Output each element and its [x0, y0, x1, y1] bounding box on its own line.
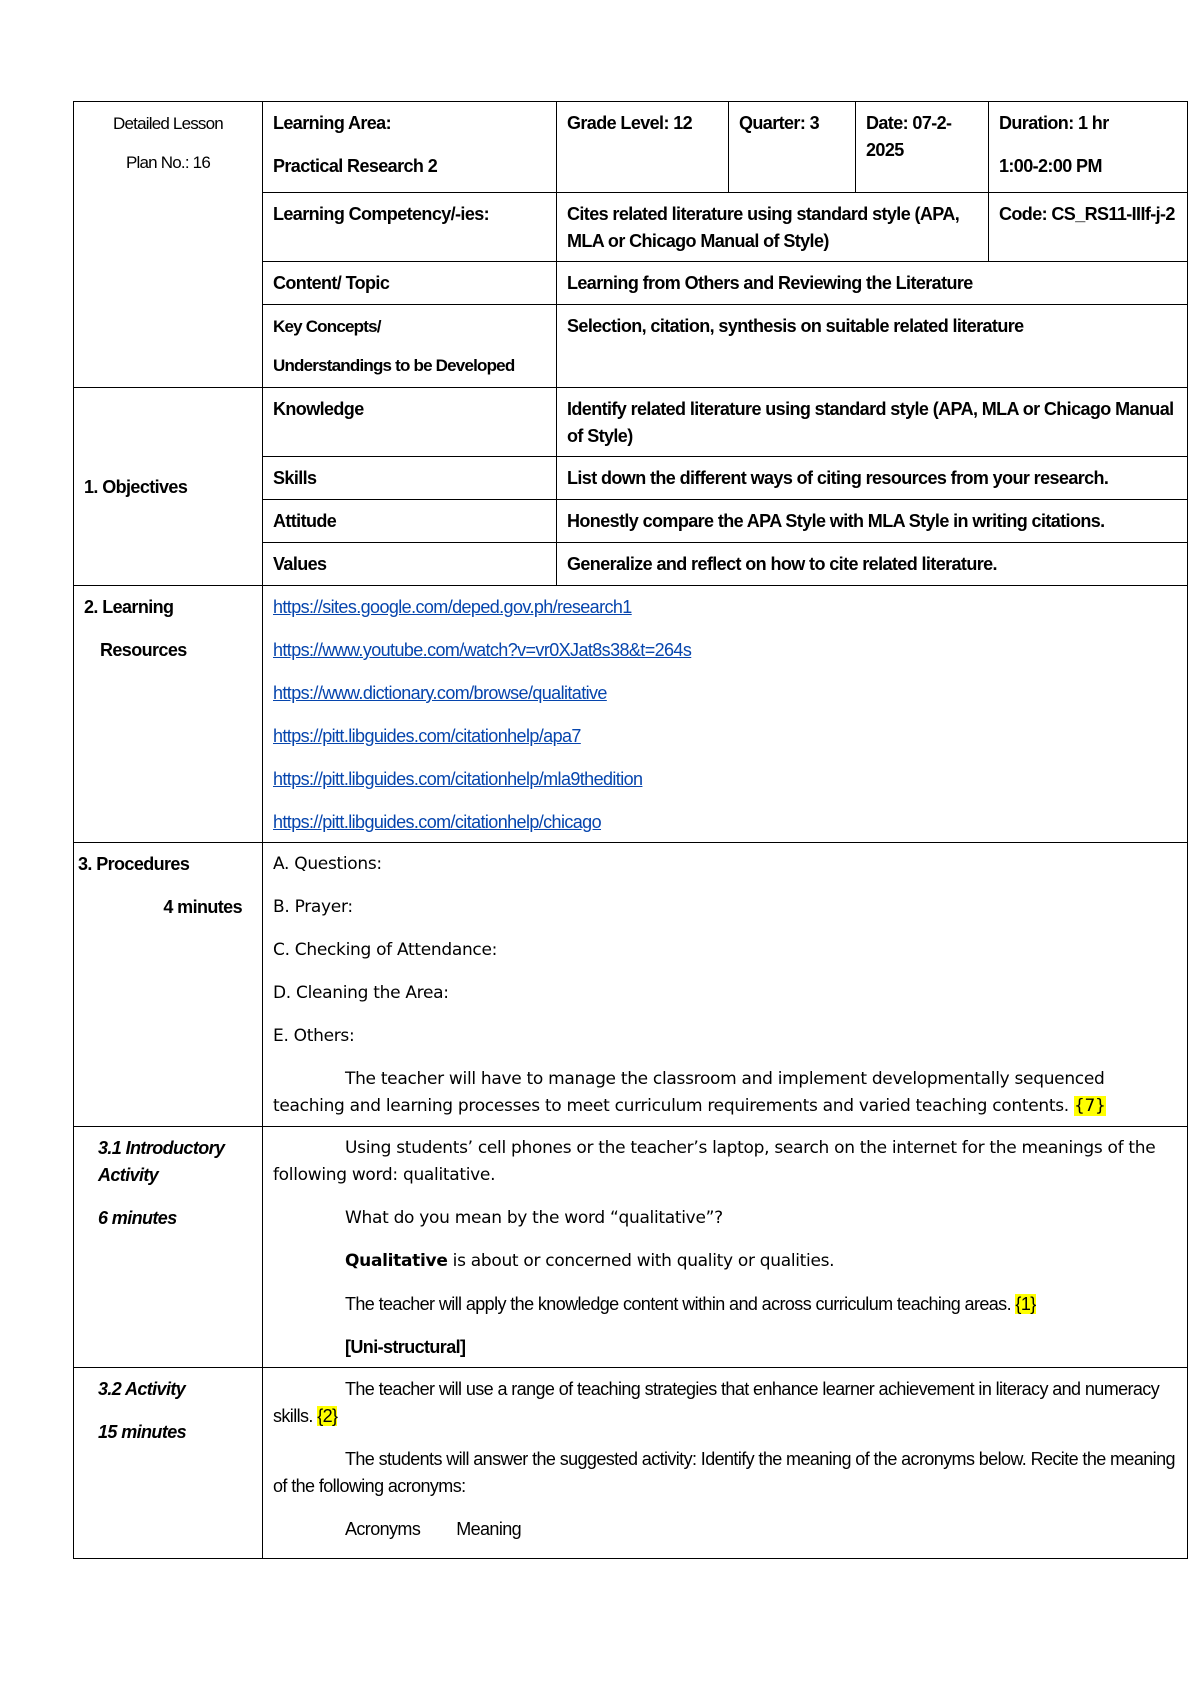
resources-links [263, 586, 1188, 843]
competency-code: Code: CS_RS11-IIIf-j-2 [989, 193, 1188, 262]
content-label: Content/ Topic [263, 262, 557, 305]
objective-label: Values [263, 543, 557, 586]
competency-value: Cites related literature using standard style (APA, MLA or Chicago Manual of Style) [557, 193, 989, 262]
procedures-title-cell [74, 843, 263, 1127]
learning-area-value: Practical Research 2 [273, 156, 438, 176]
date-cell [856, 102, 989, 193]
intro-title-cell [74, 1127, 263, 1368]
objective-label: Attitude [263, 500, 557, 543]
procedures-time: 4 minutes [163, 897, 242, 917]
activity-title: 3.2 Activity [98, 1379, 186, 1399]
objective-value: Identify related literature using standard style (APA, MLA or Chicago Manual of Style) [557, 388, 1188, 457]
key-concepts-label-line2: Understandings to be Developed [273, 356, 515, 375]
duration-cell [989, 102, 1188, 193]
activity-p1-tag: {2} [317, 1406, 338, 1426]
resource-link[interactable]: https://pitt.libguides.com/citationhelp/chicago [273, 812, 602, 832]
resource-link[interactable]: https://sites.google.com/deped.gov.ph/research1 [273, 597, 632, 617]
intro-row [74, 1127, 1188, 1368]
procedures-paragraph-text: The teacher will have to manage the classroom and implement developmentally sequenced teaching and learning processes to meet curriculum requirements and varied teaching contents. [273, 1069, 1105, 1116]
procedures-paragraph [273, 1066, 1177, 1120]
procedures-content [263, 843, 1188, 1127]
learning-area-label: Learning Area: [273, 113, 391, 133]
intro-time: 6 minutes [98, 1208, 177, 1228]
activity-content [263, 1368, 1188, 1559]
learning-area-cell [263, 102, 557, 193]
objective-value: Generalize and reflect on how to cite related literature. [557, 543, 1188, 586]
activity-row [74, 1368, 1188, 1559]
intro-p4-tag: {1} [1015, 1294, 1036, 1314]
plan-number-cell [74, 102, 263, 388]
acronyms-header: Acronyms [345, 1519, 421, 1539]
plan-line2: Plan No.: 16 [126, 153, 210, 172]
intro-p4 [273, 1291, 1177, 1318]
key-concepts-label-line1: Key Concepts/ [273, 317, 381, 336]
resources-row [74, 586, 1188, 843]
intro-p5: [Uni-structural] [345, 1337, 466, 1357]
header-row [74, 102, 1188, 193]
procedure-item: D. Cleaning the Area: [273, 983, 449, 1003]
intro-title-line2: Activity [98, 1165, 159, 1185]
activity-p1 [273, 1376, 1177, 1430]
objective-value: Honestly compare the APA Style with MLA Style in writing citations. [557, 500, 1188, 543]
duration-line2: 1:00-2:00 PM [999, 156, 1102, 176]
objectives-title: 1. Objectives [74, 388, 263, 586]
key-concepts-label [263, 305, 557, 388]
procedures-row [74, 843, 1188, 1127]
procedure-item: B. Prayer: [273, 897, 353, 917]
objectives-row-knowledge [74, 388, 1188, 457]
activity-title-cell [74, 1368, 263, 1559]
procedure-item: C. Checking of Attendance: [273, 940, 498, 960]
objective-value: List down the different ways of citing resources from your research. [557, 457, 1188, 500]
procedures-tag: {7} [1073, 1096, 1106, 1116]
activity-p2: The students will answer the suggested activity: Identify the meaning of the acronyms below. Recite the meaning of the following acronyms: [273, 1449, 1175, 1496]
activity-time: 15 minutes [98, 1422, 187, 1442]
date-line2: 2025 [866, 140, 904, 160]
quarter-cell: Quarter: 3 [729, 102, 856, 193]
activity-columns [273, 1516, 1177, 1543]
resource-link[interactable]: https://pitt.libguides.com/citationhelp/apa7 [273, 726, 581, 746]
resources-title-line2: Resources [100, 640, 187, 660]
procedure-item: E. Others: [273, 1026, 355, 1046]
intro-title-line1: 3.1 Introductory [98, 1138, 225, 1158]
resources-title-line1: 2. Learning [84, 597, 174, 617]
duration-line1: Duration: 1 hr [999, 113, 1109, 133]
objective-label: Knowledge [263, 388, 557, 457]
activity-p1-text: The teacher will use a range of teaching strategies that enhance learner achievement in literacy and numeracy skills. [273, 1379, 1160, 1426]
date-line1: Date: 07-2- [866, 113, 952, 133]
objective-label: Skills [263, 457, 557, 500]
intro-content [263, 1127, 1188, 1368]
key-concepts-value: Selection, citation, synthesis on suitable related literature [557, 305, 1188, 388]
intro-p3-rest: is about or concerned with quality or qualities. [447, 1251, 835, 1271]
lesson-plan-table [73, 101, 1188, 1559]
procedures-title: 3. Procedures [78, 854, 190, 874]
resource-link[interactable]: https://www.dictionary.com/browse/qualitative [273, 683, 607, 703]
meaning-header: Meaning [456, 1519, 522, 1539]
competency-label: Learning Competency/-ies: [263, 193, 557, 262]
grade-level-cell: Grade Level: 12 [557, 102, 729, 193]
plan-line1: Detailed Lesson [113, 114, 223, 133]
resource-link[interactable]: https://pitt.libguides.com/citationhelp/mla9thedition [273, 769, 643, 789]
content-value: Learning from Others and Reviewing the Literature [557, 262, 1188, 305]
intro-p4-text: The teacher will apply the knowledge content within and across curriculum teaching areas. [345, 1294, 1011, 1314]
procedure-item: A. Questions: [273, 854, 382, 874]
intro-p3 [273, 1248, 1177, 1275]
intro-p1: Using students’ cell phones or the teacher’s laptop, search on the internet for the meanings of the following word: qualitative. [273, 1138, 1156, 1185]
resources-title [74, 586, 263, 843]
resource-link[interactable]: https://www.youtube.com/watch?v=vr0XJat8s38&t=264s [273, 640, 692, 660]
intro-p2: What do you mean by the word “qualitative”? [345, 1208, 723, 1228]
intro-p3-bold: Qualitative [345, 1251, 448, 1271]
